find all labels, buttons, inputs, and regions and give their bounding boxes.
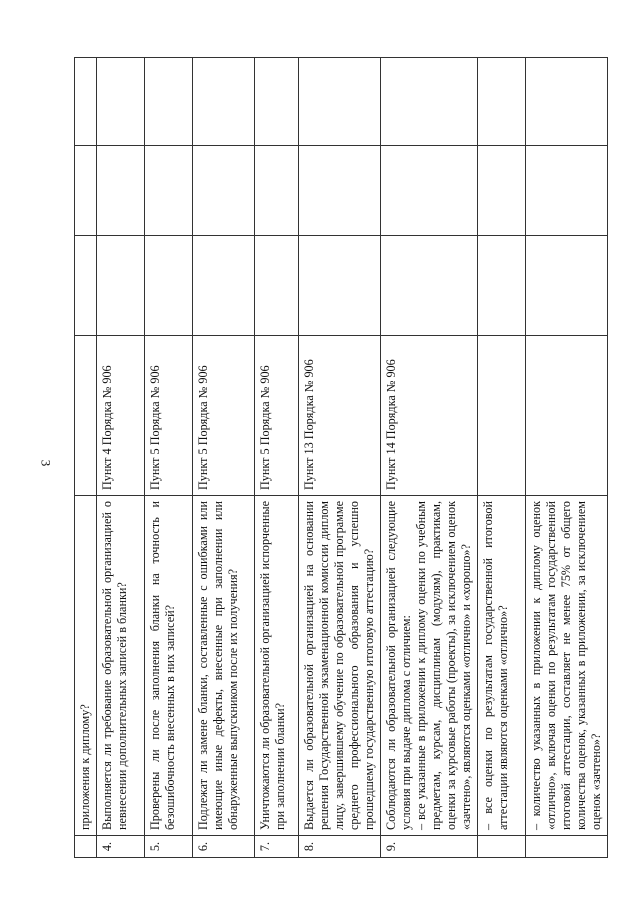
note-cell (145, 58, 193, 146)
answer-no-cell (75, 146, 97, 236)
row-number (478, 836, 526, 858)
checklist-sheet (74, 58, 603, 858)
answer-no-cell (145, 146, 193, 236)
note-cell (97, 58, 145, 146)
row-number: 9. (381, 836, 478, 858)
checklist-table (74, 57, 608, 858)
reference-cell (478, 336, 526, 496)
answer-no-cell (97, 146, 145, 236)
table-row (75, 58, 97, 858)
answer-yes-cell (145, 236, 193, 336)
reference-cell: Пункт 13 Порядка № 906 (299, 336, 381, 496)
reference-cell: Пункт 5 Порядка № 906 (255, 336, 299, 496)
note-cell (526, 58, 608, 146)
table-row (145, 58, 193, 858)
answer-yes-cell (299, 236, 381, 336)
reference-cell (75, 336, 97, 496)
row-number: 5. (145, 836, 193, 858)
question-cell: Выполняется ли требование образовательной организацией о невнесении дополнительных записей в бланки? (97, 496, 145, 836)
question-cell: – количество указанных в приложении к диплому оценок «отлично», включая оценки по результатам государственной итоговой аттестации, составляет не менее 75% от общего количества оценок, указанных в приложении, за исключением оценок «зачтено»? (526, 496, 608, 836)
answer-no-cell (526, 146, 608, 236)
question-intro: Соблюдаются ли образовательной организацией следующие условия при выдаче диплома с отличием: (384, 501, 413, 830)
reference-cell: Пункт 5 Порядка № 906 (193, 336, 255, 496)
question-cell (381, 496, 478, 836)
page-number: 3 (38, 459, 54, 467)
question-cell: Проверены ли после заполнения бланки на точность и безошибочность внесенных в них записей? (145, 496, 193, 836)
reference-cell (526, 336, 608, 496)
note-cell (478, 58, 526, 146)
row-number: 7. (255, 836, 299, 858)
reference-cell: Пункт 14 Порядка № 906 (381, 336, 478, 496)
answer-yes-cell (193, 236, 255, 336)
row-number: 4. (97, 836, 145, 858)
answer-no-cell (193, 146, 255, 236)
row-number (75, 836, 97, 858)
note-cell (299, 58, 381, 146)
table-row (526, 58, 608, 858)
answer-no-cell (299, 146, 381, 236)
answer-yes-cell (526, 236, 608, 336)
answer-yes-cell (478, 236, 526, 336)
row-number (526, 836, 608, 858)
answer-yes-cell (381, 236, 478, 336)
question-condition: – все указанные в приложении к диплому оценки по учебным предметам, курсам, дисциплинам (модулям), практикам, оценки за курсовые работы (проекты), за исключением оценок «зачтено», являются оценками «отлично» и «хорошо»? (414, 501, 473, 830)
note-cell (381, 58, 478, 146)
reference-cell: Пункт 5 Порядка № 906 (145, 336, 193, 496)
note-cell (75, 58, 97, 146)
table-row (193, 58, 255, 858)
reference-cell: Пункт 4 Порядка № 906 (97, 336, 145, 496)
answer-yes-cell (255, 236, 299, 336)
table-row (299, 58, 381, 858)
answer-no-cell (381, 146, 478, 236)
row-number: 6. (193, 836, 255, 858)
question-cell: – все оценки по результатам государственной итоговой аттестации являются оценками «отлично»? (478, 496, 526, 836)
row-number: 8. (299, 836, 381, 858)
note-cell (193, 58, 255, 146)
answer-yes-cell (75, 236, 97, 336)
table-row (255, 58, 299, 858)
table-row (97, 58, 145, 858)
answer-no-cell (255, 146, 299, 236)
table-row (381, 58, 478, 858)
question-cell: Уничтожаются ли образовательной организацией испорченные при заполнении бланки? (255, 496, 299, 836)
question-cell: Выдается ли образовательной организацией на основании решения Государственной экзаменационной комиссии диплом лицу, завершившему обучение по образовательной программе среднего профессионального образования и успешно прошедшему государственную итоговую аттестацию? (299, 496, 381, 836)
question-cell: Подлежат ли замене бланки, составленные с ошибками или имеющие иные дефекты, внесенные при заполнении или обнаруженные выпускником после их получения? (193, 496, 255, 836)
note-cell (255, 58, 299, 146)
answer-yes-cell (97, 236, 145, 336)
question-cell: приложения к диплому? (75, 496, 97, 836)
answer-no-cell (478, 146, 526, 236)
table-row (478, 58, 526, 858)
